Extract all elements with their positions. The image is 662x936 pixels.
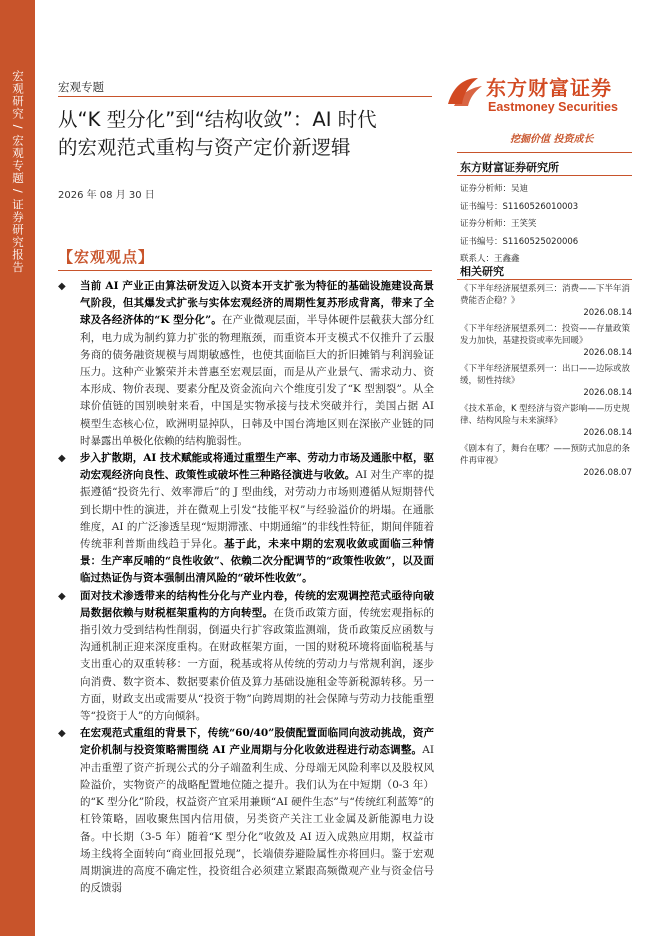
paragraph-text: 在产业微观层面，半导体硬件层截获大部分红利，电力成为制约算力扩张的物理瓶颈，而重资本开支模式不仅推升了云服务商的债务融资规模与周期敏感性，也使其面临巨大的折旧摊销与利润验证压力。这种产业繁荣并未普惠至宏观层面，而是从产业景气、需求动力、资本形成、物价表现、要素分配及资金流向六个维度引发了“K 型割裂”。从全球价值链的国别映射来看，中国是实物承接与技术突破并行，美国占据 AI 模型生态核心位，欧洲明显掉队，日韩及中国台湾地区则在深嵌产业链的同时暴露出单极化依赖的结构脆弱性。	[80, 314, 434, 447]
paragraph-lead: 在宏观范式重组的背景下，传统“60/40”股债配置面临同向波动挑战，资产定价机制与投资策略需围绕 AI 产业周期与分化收敛进程进行动态调整。	[80, 727, 434, 757]
report-date: 2026 年 08 月 30 日	[58, 190, 155, 201]
report-title	[58, 106, 443, 162]
related-item[interactable]	[460, 363, 632, 399]
paragraph-text: 在货币政策方面，传统宏观指标的指引效力受到结构性削弱，倒逼央行扩容政策监测端，货币政策反应函数与沟通机制正迎来深度重构。在财政框架方面，一国的财税环境将面临税基与支出重心的双重转移：一方面，税基或将从传统的劳动力与常规利润，逐步向消费、数字资本、数据要素价值及算力基础设施租金等新税源转移。另一方面，财政支出或需要从“投资于物”向跨周期的社会保障与劳动力技能重塑等“投资于人”的方向倾斜。	[80, 606, 434, 723]
diamond-bullet-icon: ◆	[58, 453, 66, 465]
diamond-bullet-icon: ◆	[58, 281, 66, 292]
related-research-title: 相关研究	[460, 265, 504, 278]
diamond-bullet-icon: ◆	[58, 728, 66, 740]
related-item-name[interactable]: 《下半年经济展望系列二：投资——存量政策发力加快，基建投资或率先回暖》	[460, 324, 631, 346]
related-item[interactable]	[460, 403, 632, 439]
viewpoint-body	[58, 278, 434, 897]
paragraph-lead: 当前 AI 产业正由算法研发迈入以资本开支扩张为特征的基础设施建设高景气阶段，但其爆发式扩张与实体宏观经济的周期性复苏形成背离，带来了全球及各经济体的“K 型分化”。	[80, 280, 434, 327]
eastmoney-logo-icon	[444, 74, 484, 110]
related-item[interactable]	[460, 443, 632, 479]
viewpoint-paragraph	[58, 588, 434, 726]
related-item-name[interactable]: 《下半年经济展望系列一：出口——边际或放缓，韧性持续》	[460, 364, 631, 386]
related-divider	[457, 279, 632, 280]
brand-name-en: Eastmoney Securities	[488, 100, 618, 114]
related-item-date: 2026.08.07	[583, 468, 632, 478]
title-line-2: 的宏观范式重构与资产定价新逻辑	[58, 136, 351, 159]
viewpoint-paragraph	[58, 450, 434, 588]
related-item-date: 2026.08.14	[583, 348, 632, 358]
brand-slogan: 挖掘价值 投资成长	[510, 134, 594, 145]
diamond-bullet-icon: ◆	[58, 590, 66, 602]
sidebar-label: 宏观研究 / 宏观专题 / 证券研究报告	[11, 70, 25, 274]
related-item-name[interactable]: 《下半年经济展望系列三：消费——下半年消费能否企稳？》	[460, 284, 631, 306]
paragraph-lead: 步入扩散期，AI 技术赋能或将通过重塑生产率、劳动力市场及通胀中枢，驱动宏观经济向良性、政策性或破坏性三种路径演进与收敛。	[80, 452, 434, 482]
analyst-line: 证券分析师：吴迪	[460, 184, 529, 194]
viewpoint-paragraph	[58, 725, 434, 897]
brand-logo	[444, 70, 619, 130]
analyst-line: 证书编号：S1160525020006	[460, 236, 579, 247]
related-research-list	[460, 283, 632, 483]
related-item-name[interactable]: 《技术革命，K 型经济与资产影响——历史规律、结构风险与未来演绎》	[460, 404, 630, 426]
related-item-name[interactable]: 《剧本有了，舞台在哪？——预防式加息的条件再审视》	[460, 444, 631, 466]
institute-name: 东方财富证券研究所	[460, 161, 559, 174]
paragraph-text: AI 冲击重塑了资产折现公式的分子端盈利生成、分母端无风险利率以及股权风险溢价，实物资产的战略配置地位随之提升。我们认为在中短期（0-3 年）的“K 型分化”阶段，权益资产宜采用兼顾“AI 硬件生态”与“传统红利蓝筹”的杠铃策略，固收聚焦国内信用债，另类资产关注工业金属及新能源电力设备。中长期（3-5 年）随着“K 型分化”收敛及 AI 迈入成熟应用期，权益市场主线将全面转向“商业回报兑现”，长端债券避险属性亦将回归。鉴于宏观周期演进的高度不确定性，投资组合必须建立紧跟高频微观产业与资金信号的反馈弱	[80, 744, 434, 895]
analyst-list	[460, 181, 635, 269]
paragraph-conclusion: 基于此，未来中期的宏观收敛或面临三种情景：生产率反哺的“良性收敛”、依赖二次分配调节的“政策性收敛”，以及面临过热证伪与资本强制出清风险的“破坏性收敛”。	[80, 538, 435, 585]
sidebar-banner	[0, 0, 35, 936]
paragraph-text: AI 对生产率的提振遵循“投资先行、效率滞后”的 J 型曲线，对劳动力市场则遵循从短期替代到长期中性的演进，并在微观上引发“技能平权”与经验溢价的坍塌。在通胀维度，AI 的广泛渗透呈现“短期滞涨、中期通缩”的非线性特征，期间伴随着传统菲利普斯曲线趋于异化。	[80, 469, 434, 551]
brand-name-cn: 东方财富证券	[486, 76, 612, 100]
analyst-line: 联系人：王鑫鑫	[460, 254, 520, 264]
viewpoint-paragraph	[58, 278, 434, 450]
viewpoint-divider	[58, 270, 432, 271]
category-divider	[58, 96, 432, 97]
related-item-date: 2026.08.14	[583, 428, 632, 438]
viewpoint-heading: 【宏观观点】	[58, 248, 155, 266]
related-item-date: 2026.08.14	[583, 388, 632, 398]
report-category: 宏观专题	[58, 80, 104, 94]
related-item[interactable]	[460, 323, 632, 359]
title-line-1: 从“K 型分化”到“结构收敛”：AI 时代	[58, 108, 377, 131]
institute-top-divider	[457, 152, 632, 153]
related-item-date: 2026.08.14	[583, 308, 632, 318]
analyst-line: 证券分析师：王笑笑	[460, 219, 537, 229]
analyst-line: 证书编号：S1160526010003	[460, 201, 579, 212]
related-item[interactable]	[460, 283, 632, 319]
paragraph-lead: 面对技术渗透带来的结构性分化与产业内卷，传统的宏观调控范式亟待向破局数据依赖与财税框架重构的方向转型。	[80, 589, 434, 619]
institute-divider	[457, 175, 632, 176]
